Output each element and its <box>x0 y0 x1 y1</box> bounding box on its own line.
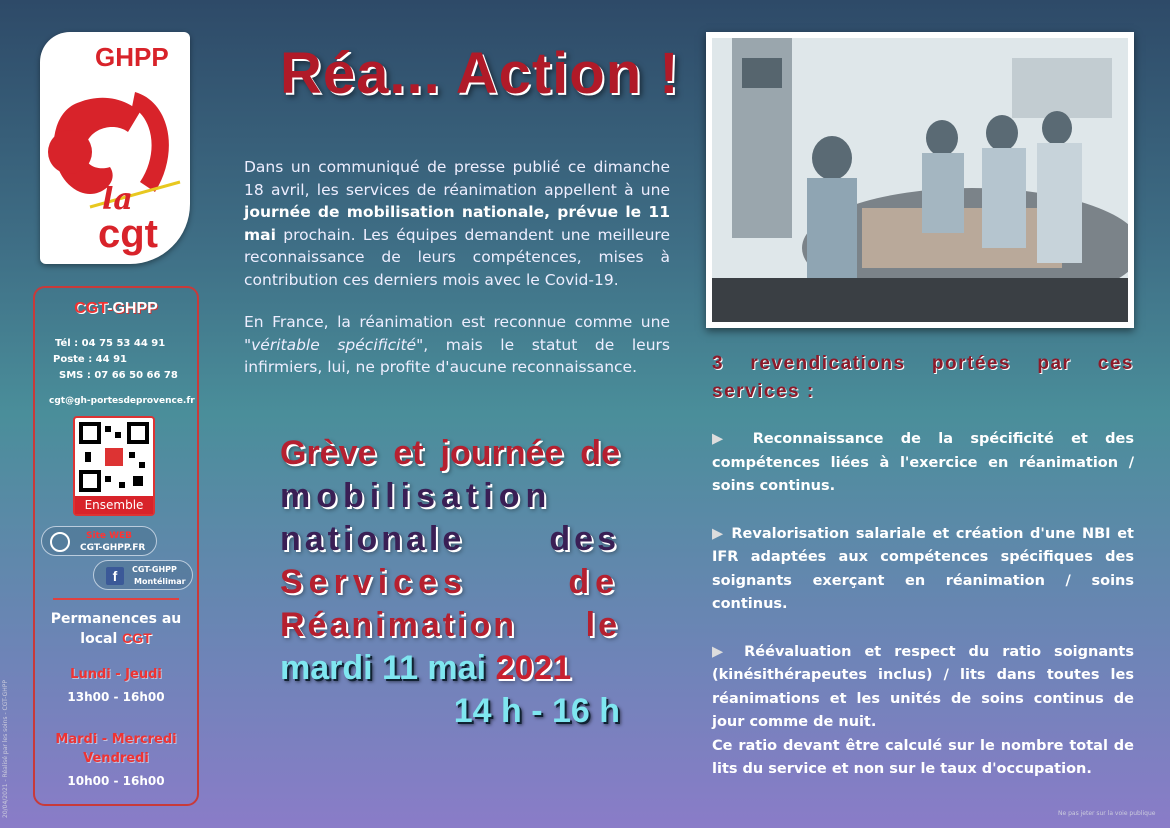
arrow-icon: ▶ <box>712 643 745 660</box>
strike-line-5: Réanimation le <box>280 606 620 644</box>
arrow-icon: ▶ <box>712 525 732 542</box>
hours-mon-thu: 13h00 - 16h00 <box>67 690 165 704</box>
sms-line: SMS : 07 66 50 66 78 <box>59 370 178 381</box>
day-mon-thu: Lundi - Jeudi <box>70 667 162 682</box>
strike-line-3: nationale des <box>280 520 620 558</box>
cgt-logo <box>40 32 190 264</box>
logo-la: la <box>102 182 133 217</box>
icu-scene-illustration <box>712 38 1128 322</box>
facebook-icon: f <box>106 567 124 585</box>
claim-note: Ce ratio devant être calculé sur le nombre total de lits du service et non sur le taux d'occupation. <box>712 737 1134 777</box>
site-url: CGT-GHPP.FR <box>80 543 146 553</box>
sidebar-title: CGT-GHPP <box>74 300 158 317</box>
claims-title: 3 revendications portées par ces services : <box>712 353 1134 402</box>
qr-code-icon <box>75 418 153 496</box>
strike-line-1: Grève et journée de <box>280 434 620 472</box>
side-note: 20/04/2021 - Réalisé par les soins - CGT-GHPP <box>2 679 9 818</box>
icu-photo-image <box>712 38 1128 322</box>
fb-label: CGT-GHPP <box>132 565 177 574</box>
contact-sidebar <box>33 286 199 806</box>
strike-date-line: mardi 11 mai 2021 <box>280 649 572 687</box>
icu-photo <box>706 32 1134 328</box>
day-tue-wed: Mardi - Mercredi <box>55 732 177 747</box>
page-title: Réa... Action ! <box>280 41 680 106</box>
intro-paragraph-2: En France, la réanimation est reconnue comme une "véritable spécificité", mais le statut de leurs infirmiers, lui, ne profite d'aucune reconnaissance. <box>244 313 670 376</box>
claims-list <box>712 428 1134 806</box>
logo-cgt: cgt <box>98 212 158 256</box>
globe-icon <box>50 532 70 552</box>
arrow-icon: ▶ <box>712 431 753 447</box>
claim-item-1: ▶ Reconnaissance de la spécificité et des compétences liées à l'exercice en réanimation / soins continus. <box>712 431 1135 494</box>
qr-code[interactable] <box>73 416 155 516</box>
fb-sub: Montélimar <box>134 577 186 586</box>
footnote: Ne pas jeter sur la voie publique <box>1058 810 1156 817</box>
logo-ghpp: GHPP <box>95 42 169 72</box>
divider <box>53 598 179 600</box>
email-link[interactable]: cgt@gh-portesdeprovence.fr <box>49 396 195 406</box>
strike-line-2: mobilisation <box>280 477 553 515</box>
claim-item-3: ▶ Réévaluation et respect du ratio soignants (kinésithérapeutes inclus) / lits dans toutes les réanimations et les unités de soins continus de jour comme de nuit. <box>712 643 1134 730</box>
hours-tue-fri: 10h00 - 16h00 <box>67 774 165 788</box>
strike-time: 14 h - 16 h <box>453 692 620 730</box>
qr-label: Ensemble <box>75 496 153 514</box>
site-label: Site WEB <box>86 531 133 541</box>
claim-item-2: ▶ Revalorisation salariale et création d'une NBI et IFR adaptées aux compétences spécifiques des soignants exerçant en réanimation / soins continus. <box>712 525 1134 612</box>
day-fri: Vendredi <box>83 751 149 766</box>
intro-paragraph-1: Dans un communiqué de presse publié ce dimanche 18 avril, les services de réanimation appellent à une journée de mobilisation nationale, prévue le 11 mai prochain. Les équipes demandent une meilleure reconnaissance de leurs compétences, mises à contribution ces derniers mois avec le Covid-19. <box>244 158 670 289</box>
strike-line-4: Services de <box>280 563 620 601</box>
poste-line: Poste : 44 91 <box>53 354 127 365</box>
strike-announcement <box>280 432 620 733</box>
website-link[interactable] <box>41 526 157 556</box>
permanence-title: Permanences au local CGT <box>50 611 182 647</box>
phone-line: Tél : 04 75 53 44 91 <box>55 338 166 349</box>
facebook-link[interactable] <box>93 560 193 590</box>
